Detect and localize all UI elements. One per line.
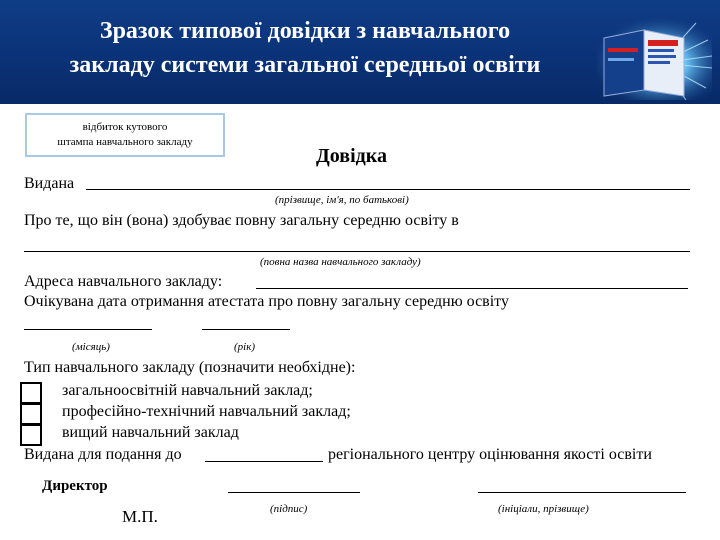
title-line-2: закладу системи загальної середньої освіти (69, 52, 541, 78)
month-field-line[interactable] (24, 329, 152, 330)
page-title (20, 14, 590, 82)
signature-hint: (підпис) (270, 503, 308, 515)
signature-field-line[interactable] (228, 492, 360, 493)
year-hint: (рік) (234, 341, 256, 353)
initials-field-line[interactable] (478, 492, 686, 493)
issued-to-label: Видана (24, 175, 75, 192)
regional-center-field-line[interactable] (205, 461, 323, 462)
school-type-checkbox-higher[interactable] (20, 424, 42, 446)
issued-for-suffix: регіонального центру оцінювання якості освіти (328, 446, 652, 463)
stamp-line-1: відбиток кутового (82, 121, 168, 133)
address-field-line[interactable] (256, 288, 688, 289)
school-type-option-higher: вищий навчальний заклад (62, 424, 239, 441)
expected-date-text: Очікувана дата отримання атестата про повну загальну середню освіту (24, 293, 509, 310)
address-label: Адреса навчального закладу: (24, 273, 223, 290)
school-type-checkbox-general[interactable] (20, 382, 42, 404)
corner-stamp-box (25, 113, 225, 157)
school-type-checkbox-vocational[interactable] (20, 403, 42, 425)
school-type-label: Тип навчального закладу (позначити необхідне): (24, 359, 356, 376)
month-hint: (місяць) (72, 341, 110, 353)
issued-for-prefix: Видана для подання до (24, 446, 182, 463)
document-title: Довідка (316, 145, 387, 167)
statement-text: Про те, що він (вона) здобуває повну загальну середню освіту в (24, 212, 459, 229)
initials-hint: (ініціали, прізвище) (498, 503, 589, 515)
name-field-line[interactable] (86, 189, 690, 190)
stamp-line-2: штампа навчального закладу (57, 136, 193, 148)
school-type-option-general: загальноосвітній навчальний заклад; (62, 382, 313, 399)
book-logo-icon (596, 18, 712, 100)
school-type-option-vocational: професійно-технічний навчальний заклад; (62, 403, 351, 420)
school-name-hint: (повна назва навчального закладу) (260, 256, 421, 268)
director-label: Директор (42, 478, 108, 494)
header-banner (0, 0, 720, 104)
seal-label: М.П. (122, 507, 158, 526)
year-field-line[interactable] (202, 329, 290, 330)
title-line-1: Зразок типової довідки з навчального (99, 18, 511, 44)
name-hint: (прізвище, ім'я, по батькові) (275, 194, 409, 206)
school-name-field-line[interactable] (24, 251, 690, 252)
